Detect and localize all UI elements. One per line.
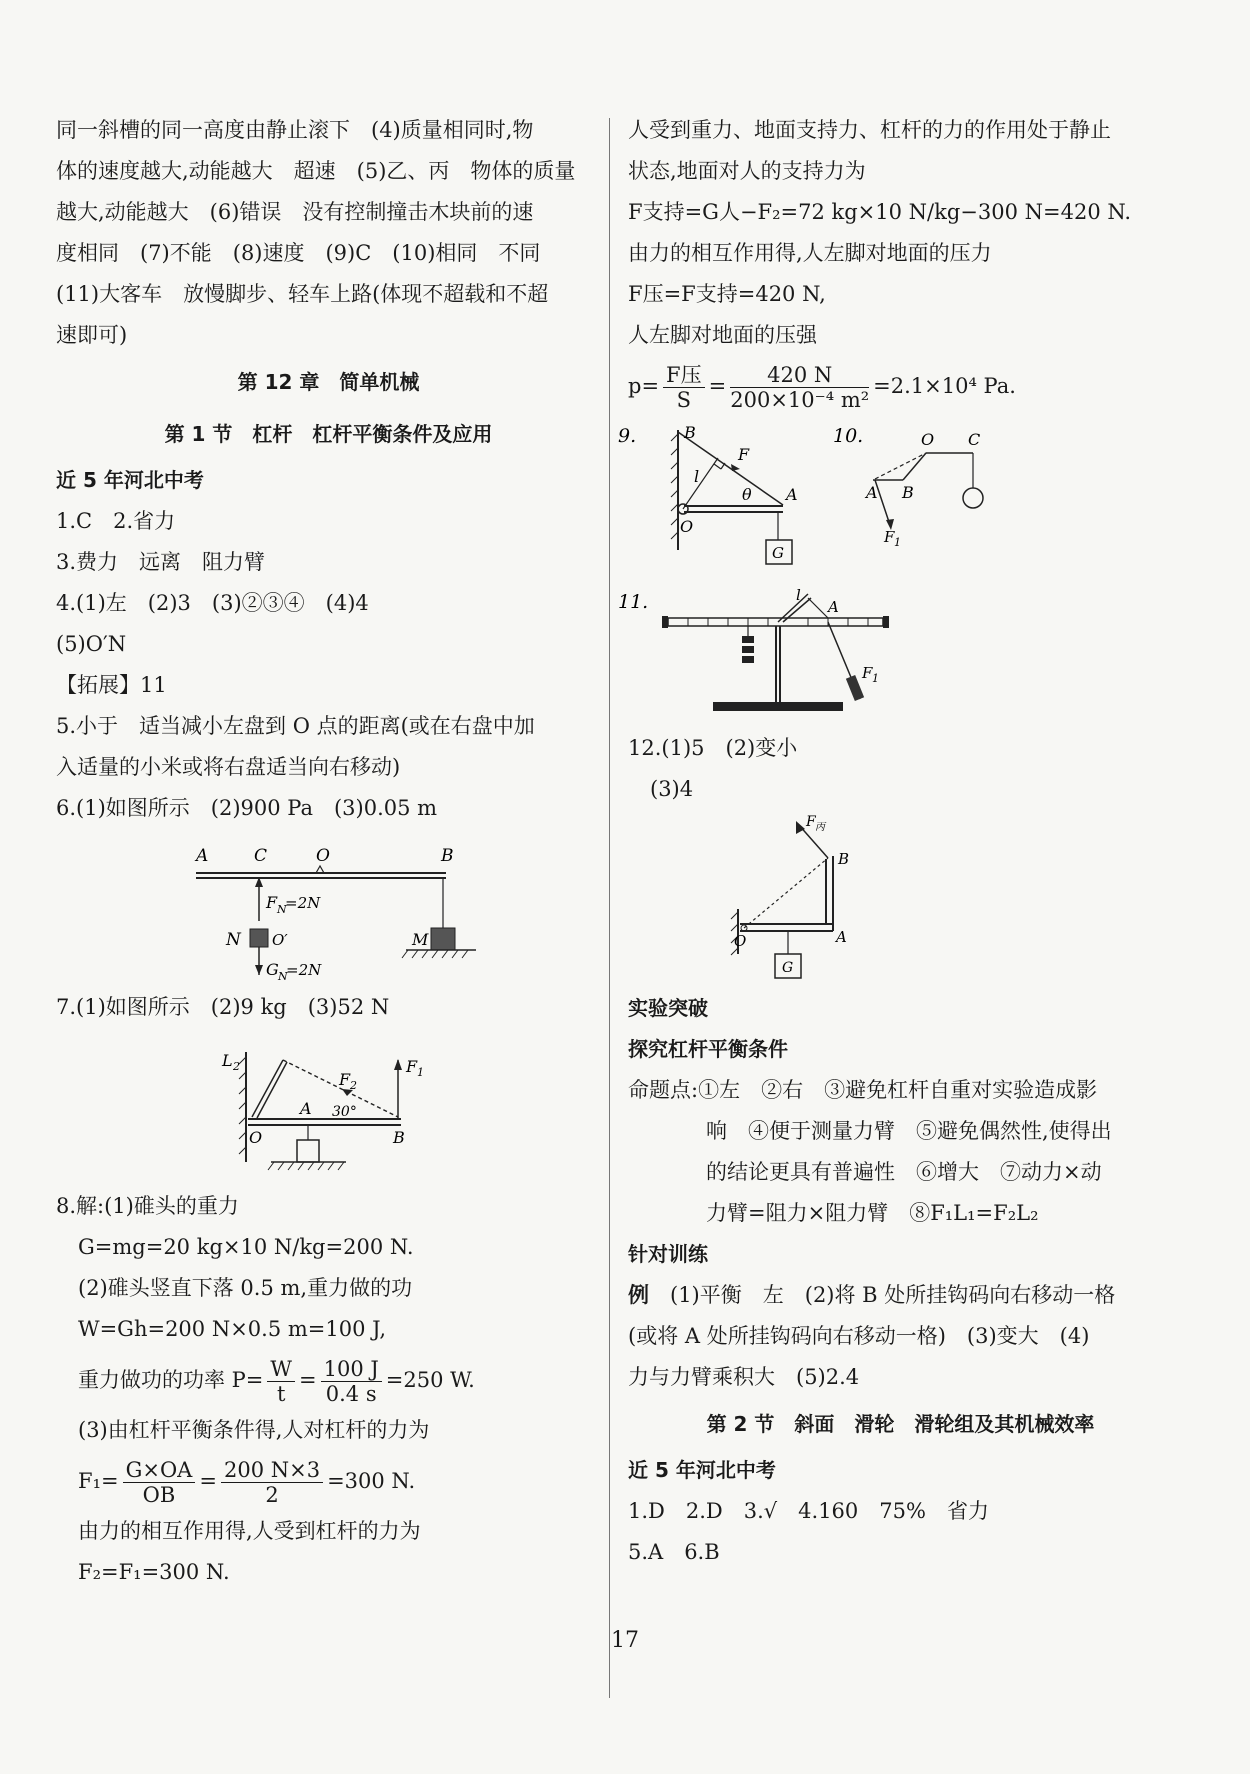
- label-FN: F: [266, 893, 278, 912]
- example-line: 例 (1)平衡 左 (2)将 B 处所挂钩码向右移动一格: [628, 1283, 1116, 1307]
- label-M: M: [412, 930, 429, 949]
- label-F1-sub: 1: [894, 536, 901, 549]
- label-A: A: [300, 1099, 312, 1118]
- figure-6-lever: [56, 833, 601, 983]
- label-A: A: [196, 846, 209, 866]
- label-l: l: [694, 467, 700, 486]
- label-B: B: [393, 1128, 405, 1147]
- label-GN-sub: N: [278, 970, 288, 983]
- answer-line: 入适量的小米或将右盘适当向右移动): [56, 755, 401, 779]
- label-B: B: [838, 850, 850, 868]
- label-O: O: [316, 846, 330, 866]
- label-F1: F: [884, 528, 895, 546]
- label-F1-sub: 1: [417, 1066, 424, 1079]
- column-divider: [609, 118, 610, 1698]
- figures-9-10: [618, 420, 1173, 580]
- solution-line: F支持=G人−F₂=72 kg×10 N/kg−300 N=420 N.: [628, 200, 1132, 224]
- solution-line: 8.解:(1)碓头的重力: [56, 1194, 239, 1218]
- experiment-title: 实验突破: [628, 996, 708, 1020]
- solution-line: (3)由杠杆平衡条件得,人对杠杆的力为: [78, 1418, 430, 1442]
- label-FN-value: =2N: [285, 894, 321, 912]
- label-L2-sub: 2: [233, 1060, 240, 1073]
- q11-label: 11.: [618, 591, 649, 613]
- label-C: C: [254, 846, 268, 866]
- key-point-line: 响 ④便于测量力臂 ⑤避免偶然性,使得出: [706, 1119, 1112, 1143]
- answer-line: (3)4: [650, 777, 694, 801]
- answer-line: (5)O′N: [56, 632, 127, 656]
- power-formula: 重力做功的功率 P= $\frac{W}{t}$ = $\frac{100 J}{0.4 s}$ =250 W.: [78, 1357, 475, 1406]
- label-O: O: [734, 932, 747, 950]
- answer-line: 4.(1)左 (2)3 (3)②③④ (4)4: [56, 591, 369, 615]
- answer-line: 5.A 6.B: [628, 1540, 720, 1564]
- solution-line: 由力的相互作用得,人左脚对地面的压力: [628, 241, 992, 265]
- label-F1-sub: 1: [872, 672, 879, 685]
- label-L2: L: [222, 1051, 233, 1070]
- label-F: F: [738, 445, 750, 464]
- exam-label: 近 5 年河北中考: [56, 468, 204, 492]
- solution-line: F₂=F₁=300 N.: [78, 1560, 230, 1584]
- answer-line: 1.D 2.D 3.√ 4.160 75% 省力: [628, 1499, 989, 1523]
- label-G: G: [782, 960, 794, 976]
- answer-line: 12.(1)5 (2)变小: [628, 736, 798, 760]
- answer-line: 1.C 2.省力: [56, 509, 176, 533]
- figure-7-lever: [56, 1032, 601, 1182]
- solution-line: (2)碓头竖直下落 0.5 m,重力做的功: [78, 1276, 413, 1300]
- experiment-subtitle: 探究杠杆平衡条件: [628, 1037, 788, 1061]
- answer-line: 5.小于 适当减小左盘到 O 点的距离(或在右盘中加: [56, 714, 535, 738]
- figure-11-lever: [618, 584, 1173, 724]
- label-O: O: [921, 430, 935, 449]
- label-F1: F: [406, 1057, 418, 1076]
- label-A: A: [828, 598, 839, 616]
- right-column: [618, 110, 1173, 1573]
- label-O: O: [680, 517, 694, 536]
- text-line: (11)大客车 放慢脚步、轻车上路(体现不超载和不超: [56, 282, 549, 306]
- label-N: N: [226, 930, 241, 950]
- label-Oprime: O′: [272, 931, 288, 949]
- solution-line: 状态,地面对人的支持力为: [628, 159, 866, 183]
- label-FN-sub: N: [277, 903, 287, 916]
- text-line: 越大,动能越大 (6)错误 没有控制撞击木块前的速: [56, 200, 534, 224]
- label-B: B: [902, 483, 914, 502]
- text-line: 同一斜槽的同一高度由静止滚下 (4)质量相同时,物: [56, 118, 534, 142]
- label-theta: θ: [742, 485, 752, 504]
- example-label: 例: [628, 1283, 649, 1307]
- section-title: 第 2 节 斜面 滑轮 滑轮组及其机械效率: [706, 1412, 1095, 1436]
- training-title: 针对训练: [628, 1242, 708, 1266]
- key-point-line: 力臂=阻力×阻力臂 ⑧F₁L₁=F₂L₂: [706, 1201, 1039, 1225]
- label-F2-sub: 2: [350, 1079, 357, 1092]
- label-A: A: [836, 928, 847, 946]
- label-A: A: [786, 485, 798, 504]
- figure-12-lever: [628, 814, 1173, 984]
- page-number: 17: [611, 1628, 639, 1653]
- force-formula: F₁= $\frac{G\times OA}{OB}$ = $\frac{200 N\times 3}{2}$ =300 N.: [78, 1458, 416, 1507]
- answer-line: 3.费力 远离 阻力臂: [56, 550, 266, 574]
- solution-line: W=Gh=200 N×0.5 m=100 J,: [78, 1317, 387, 1341]
- solution-line: 人受到重力、地面支持力、杠杆的力的作用处于静止: [628, 118, 1111, 142]
- key-point-line: 的结论更具有普遍性 ⑥增大 ⑦动力×动: [706, 1160, 1102, 1184]
- solution-line: F压=F支持=420 N,: [628, 282, 826, 306]
- solution-line: 由力的相互作用得,人受到杠杆的力为: [78, 1519, 421, 1543]
- exam-label: 近 5 年河北中考: [628, 1458, 776, 1482]
- label-B: B: [441, 846, 454, 866]
- label-GN: G: [266, 960, 279, 979]
- label-F-sub: 丙: [815, 822, 825, 833]
- label-angle: 30°: [332, 1104, 357, 1120]
- key-point-line: 命题点:①左 ②右 ③避免杠杆自重对实验造成影: [628, 1078, 1098, 1102]
- label-F: F: [806, 814, 816, 830]
- label-C: C: [968, 430, 981, 449]
- label-F2: F: [339, 1070, 351, 1089]
- answer-line: 6.(1)如图所示 (2)900 Pa (3)0.05 m: [56, 796, 438, 820]
- example-line: 力与力臂乘积大 (5)2.4: [628, 1365, 860, 1389]
- text-line: 度相同 (7)不能 (8)速度 (9)C (10)相同 不同: [56, 241, 541, 265]
- chapter-title: 第 12 章 简单机械: [237, 370, 420, 394]
- label-GN-value: =2N: [286, 961, 322, 979]
- answer-line: 【拓展】11: [56, 673, 167, 697]
- answer-line: 7.(1)如图所示 (2)9 kg (3)52 N: [56, 995, 390, 1019]
- label-B: B: [684, 423, 696, 442]
- label-O: O: [249, 1128, 263, 1147]
- solution-line: 人左脚对地面的压强: [628, 323, 817, 347]
- example-line: (或将 A 处所挂钩码向右移动一格) (3)变大 (4): [628, 1324, 1090, 1348]
- label-F1: F: [862, 664, 873, 682]
- solution-line: G=mg=20 kg×10 N/kg=200 N.: [78, 1235, 414, 1259]
- section-title: 第 1 节 杠杆 杠杆平衡条件及应用: [164, 422, 493, 446]
- pressure-formula: p= $\frac{\text{F压}}{S}$ = $\frac{420 N}{\text{200×10⁻⁴ m²}}$ =2.1×10⁴ Pa.: [628, 363, 1016, 412]
- text-line: 速即可): [56, 323, 128, 347]
- label-A: A: [866, 483, 878, 502]
- text-line: 体的速度越大,动能越大 超速 (5)乙、丙 物体的质量: [56, 159, 576, 183]
- label-G: G: [772, 544, 784, 562]
- q10-label: 10.: [833, 425, 864, 447]
- label-l: l: [796, 586, 801, 604]
- q9-label: 9.: [618, 425, 637, 447]
- left-column: [56, 110, 601, 1593]
